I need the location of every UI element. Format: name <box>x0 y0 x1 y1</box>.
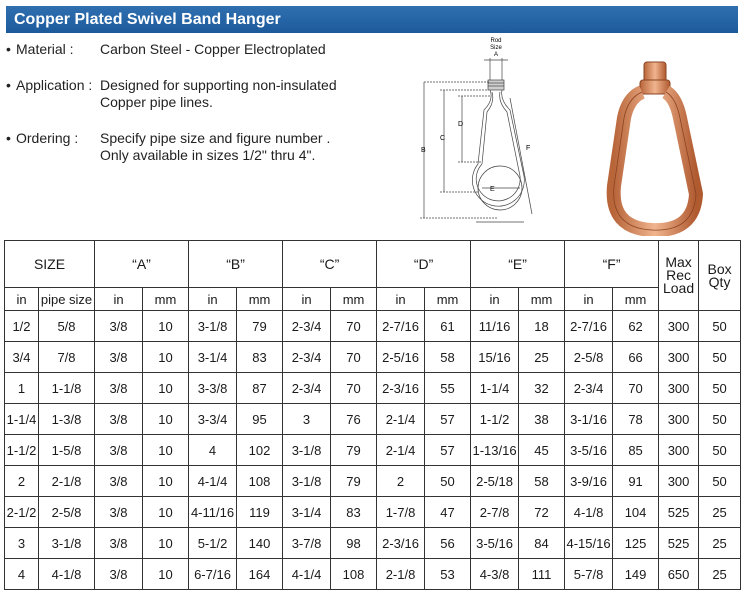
subheader-cell: mm <box>425 288 471 311</box>
table-cell: 56 <box>425 528 471 559</box>
table-cell: 72 <box>519 497 565 528</box>
subheader-cell: mm <box>613 288 659 311</box>
table-cell: 83 <box>237 342 283 373</box>
table-cell: 300 <box>659 311 699 342</box>
table-cell: 2-1/8 <box>39 466 95 497</box>
table-row <box>5 435 741 466</box>
table-cell: 10 <box>143 497 189 528</box>
table-cell: 300 <box>659 342 699 373</box>
table-cell: 3-1/8 <box>283 435 331 466</box>
spec-value: Only available in sizes 1/2" thru 4". <box>100 147 316 163</box>
table-cell: 300 <box>659 373 699 404</box>
table-cell: 1-5/8 <box>39 435 95 466</box>
bullet-icon: • <box>6 77 11 93</box>
table-cell: 1-1/2 <box>471 404 519 435</box>
table-cell: 2 <box>377 466 425 497</box>
table-cell: 83 <box>331 497 377 528</box>
table-cell: 10 <box>143 404 189 435</box>
table-row <box>5 342 741 373</box>
table-cell: 108 <box>331 559 377 590</box>
table-cell: 58 <box>519 466 565 497</box>
table-cell: 62 <box>613 311 659 342</box>
subheader-cell: pipe size <box>39 288 95 311</box>
table-cell: 3-1/4 <box>189 342 237 373</box>
col-header-e: “E” <box>471 241 565 288</box>
table-cell: 525 <box>659 528 699 559</box>
table-cell: 25 <box>699 559 741 590</box>
table-cell: 25 <box>519 342 565 373</box>
table-cell: 125 <box>613 528 659 559</box>
table-cell: 61 <box>425 311 471 342</box>
table-cell: 3-9/16 <box>565 466 613 497</box>
table-cell: 10 <box>143 311 189 342</box>
table-cell: 1-1/4 <box>471 373 519 404</box>
table-cell: 50 <box>699 311 741 342</box>
table-cell: 3-3/4 <box>189 404 237 435</box>
table-cell: 3/8 <box>95 311 143 342</box>
table-cell: 3/4 <box>5 342 39 373</box>
table-cell: 3-1/8 <box>39 528 95 559</box>
table-cell: 2-3/16 <box>377 373 425 404</box>
table-cell: 10 <box>143 559 189 590</box>
table-cell: 47 <box>425 497 471 528</box>
header-line: Max <box>665 254 692 270</box>
table-cell: 1-3/8 <box>39 404 95 435</box>
table-cell: 3/8 <box>95 435 143 466</box>
col-header-b: “B” <box>189 241 283 288</box>
col-header-size: SIZE <box>5 241 95 288</box>
table-cell: 1 <box>5 373 39 404</box>
header-line: Box <box>707 260 732 277</box>
table-cell: 525 <box>659 497 699 528</box>
table-cell: 2-3/4 <box>283 373 331 404</box>
table-cell: 4 <box>5 559 39 590</box>
subheader-cell: in <box>377 288 425 311</box>
table-cell: 5/8 <box>39 311 95 342</box>
table-cell: 2-7/16 <box>565 311 613 342</box>
table-cell: 3/8 <box>95 342 143 373</box>
size-label: Size <box>490 45 502 51</box>
table-cell: 5-7/8 <box>565 559 613 590</box>
col-header-d: “D” <box>377 241 471 288</box>
table-cell: 25 <box>699 528 741 559</box>
table-cell: 4-1/8 <box>39 559 95 590</box>
subheader-cell: in <box>283 288 331 311</box>
table-cell: 3-5/16 <box>471 528 519 559</box>
table-cell: 2-5/8 <box>565 342 613 373</box>
table-cell: 3-1/4 <box>283 497 331 528</box>
table-cell: 2-7/8 <box>471 497 519 528</box>
table-row <box>5 311 741 342</box>
table-cell: 79 <box>331 435 377 466</box>
table-cell: 4-3/8 <box>471 559 519 590</box>
col-header-max-rec-load <box>659 241 699 311</box>
table-cell: 300 <box>659 466 699 497</box>
table-cell: 3/8 <box>95 559 143 590</box>
col-header-box-qty <box>699 241 741 311</box>
subheader-cell: mm <box>331 288 377 311</box>
bullet-icon: • <box>6 41 11 57</box>
spec-table <box>4 240 741 590</box>
table-cell: 3/8 <box>95 466 143 497</box>
table-cell: 6-7/16 <box>189 559 237 590</box>
page-title: Copper Plated Swivel Band Hanger <box>6 6 738 33</box>
table-cell: 102 <box>237 435 283 466</box>
subheader-cell: in <box>189 288 237 311</box>
subheader-cell: in <box>5 288 39 311</box>
dim-d-label: D <box>458 121 464 128</box>
table-body <box>5 311 741 590</box>
table-cell: 50 <box>699 435 741 466</box>
table-cell: 57 <box>425 404 471 435</box>
table-cell: 50 <box>699 466 741 497</box>
table-cell: 650 <box>659 559 699 590</box>
table-cell: 2 <box>5 466 39 497</box>
table-cell: 38 <box>519 404 565 435</box>
header-line: Load <box>662 280 695 296</box>
table-cell: 149 <box>613 559 659 590</box>
subheader-cell: in <box>95 288 143 311</box>
table-cell: 70 <box>331 373 377 404</box>
table-cell: 1-7/8 <box>377 497 425 528</box>
table-cell: 2-3/4 <box>283 311 331 342</box>
table-cell: 91 <box>613 466 659 497</box>
table-cell: 4-15/16 <box>565 528 613 559</box>
table-cell: 85 <box>613 435 659 466</box>
header-line: Rec <box>666 267 692 283</box>
table-cell: 5-1/2 <box>189 528 237 559</box>
table-cell: 18 <box>519 311 565 342</box>
table-cell: 300 <box>659 435 699 466</box>
hanger-dimension-diagram <box>410 36 560 234</box>
table-cell: 2-7/16 <box>377 311 425 342</box>
table-cell: 84 <box>519 528 565 559</box>
table-cell: 4 <box>189 435 237 466</box>
table-cell: 70 <box>331 342 377 373</box>
table-cell: 2-5/8 <box>39 497 95 528</box>
table-cell: 1-1/2 <box>5 435 39 466</box>
table-row <box>5 528 741 559</box>
table-cell: 10 <box>143 435 189 466</box>
spec-value: Carbon Steel - Copper Electroplated <box>100 41 326 57</box>
table-cell: 300 <box>659 404 699 435</box>
table-subheader-row <box>5 288 741 311</box>
header-line: Qty <box>708 273 731 290</box>
table-cell: 11/16 <box>471 311 519 342</box>
table-cell: 1-1/8 <box>39 373 95 404</box>
table-cell: 87 <box>237 373 283 404</box>
table-cell: 1-1/4 <box>5 404 39 435</box>
subheader-cell: in <box>565 288 613 311</box>
table-cell: 10 <box>143 373 189 404</box>
table-cell: 57 <box>425 435 471 466</box>
table-cell: 55 <box>425 373 471 404</box>
table-cell: 2-1/8 <box>377 559 425 590</box>
table-cell: 119 <box>237 497 283 528</box>
table-cell: 2-5/16 <box>377 342 425 373</box>
table-cell: 58 <box>425 342 471 373</box>
table-row <box>5 373 741 404</box>
table-cell: 111 <box>519 559 565 590</box>
spec-value: Designed for supporting non-insulated <box>100 77 337 93</box>
table-cell: 3-7/8 <box>283 528 331 559</box>
table-cell: 79 <box>331 466 377 497</box>
table-cell: 66 <box>613 342 659 373</box>
table-cell: 2-1/2 <box>5 497 39 528</box>
table-cell: 3-1/8 <box>283 466 331 497</box>
table-cell: 3-3/8 <box>189 373 237 404</box>
table-cell: 2-5/18 <box>471 466 519 497</box>
table-cell: 3 <box>5 528 39 559</box>
table-cell: 95 <box>237 404 283 435</box>
dim-f-label: F <box>526 145 531 152</box>
table-cell: 10 <box>143 528 189 559</box>
table-cell: 1/2 <box>5 311 39 342</box>
table-cell: 7/8 <box>39 342 95 373</box>
table-cell: 70 <box>613 373 659 404</box>
table-cell: 2-3/4 <box>565 373 613 404</box>
table-cell: 3-5/16 <box>565 435 613 466</box>
table-cell: 50 <box>699 342 741 373</box>
table-cell: 3/8 <box>95 497 143 528</box>
dim-a-label: A <box>493 52 499 58</box>
dim-c-label: C <box>440 135 446 142</box>
table-cell: 2-1/4 <box>377 404 425 435</box>
table-cell: 4-11/16 <box>189 497 237 528</box>
table-cell: 76 <box>331 404 377 435</box>
table-cell: 164 <box>237 559 283 590</box>
subheader-cell: mm <box>519 288 565 311</box>
table-cell: 15/16 <box>471 342 519 373</box>
spec-value: Specify pipe size and figure number . <box>100 130 331 146</box>
table-row <box>5 466 741 497</box>
table-cell: 10 <box>143 466 189 497</box>
table-cell: 3-1/8 <box>189 311 237 342</box>
subheader-cell: mm <box>237 288 283 311</box>
table-cell: 4-1/4 <box>189 466 237 497</box>
table-cell: 3/8 <box>95 528 143 559</box>
table-cell: 70 <box>331 311 377 342</box>
subheader-cell: in <box>471 288 519 311</box>
table-header-row <box>5 241 741 288</box>
col-header-a: “A” <box>95 241 189 288</box>
table-cell: 2-3/16 <box>377 528 425 559</box>
dim-e-label: E <box>490 186 495 193</box>
table-cell: 3/8 <box>95 373 143 404</box>
spec-label: Application : <box>16 77 93 93</box>
table-row <box>5 497 741 528</box>
hanger-product-image <box>600 58 710 236</box>
table-cell: 108 <box>237 466 283 497</box>
col-header-f: “F” <box>565 241 659 288</box>
dim-b-label: B <box>421 147 426 154</box>
table-cell: 1-13/16 <box>471 435 519 466</box>
bullet-icon: • <box>6 130 11 146</box>
table-cell: 2-3/4 <box>283 342 331 373</box>
spec-value: Copper pipe lines. <box>100 94 213 110</box>
table-cell: 45 <box>519 435 565 466</box>
table-cell: 104 <box>613 497 659 528</box>
table-cell: 50 <box>425 466 471 497</box>
rod-label: Rod <box>490 38 502 44</box>
table-cell: 25 <box>699 497 741 528</box>
table-cell: 2-1/4 <box>377 435 425 466</box>
table-cell: 140 <box>237 528 283 559</box>
table-cell: 4-1/8 <box>565 497 613 528</box>
table-cell: 10 <box>143 342 189 373</box>
table-cell: 32 <box>519 373 565 404</box>
table-cell: 3-1/16 <box>565 404 613 435</box>
table-cell: 3/8 <box>95 404 143 435</box>
table-cell: 53 <box>425 559 471 590</box>
table-cell: 98 <box>331 528 377 559</box>
spec-label: Ordering : <box>16 130 79 146</box>
spec-label: Material : <box>16 41 74 57</box>
table-cell: 3 <box>283 404 331 435</box>
col-header-c: “C” <box>283 241 377 288</box>
table-cell: 78 <box>613 404 659 435</box>
table-cell: 50 <box>699 373 741 404</box>
table-cell: 79 <box>237 311 283 342</box>
table-cell: 50 <box>699 404 741 435</box>
table-cell: 4-1/4 <box>283 559 331 590</box>
table-row <box>5 404 741 435</box>
subheader-cell: mm <box>143 288 189 311</box>
table-row <box>5 559 741 590</box>
